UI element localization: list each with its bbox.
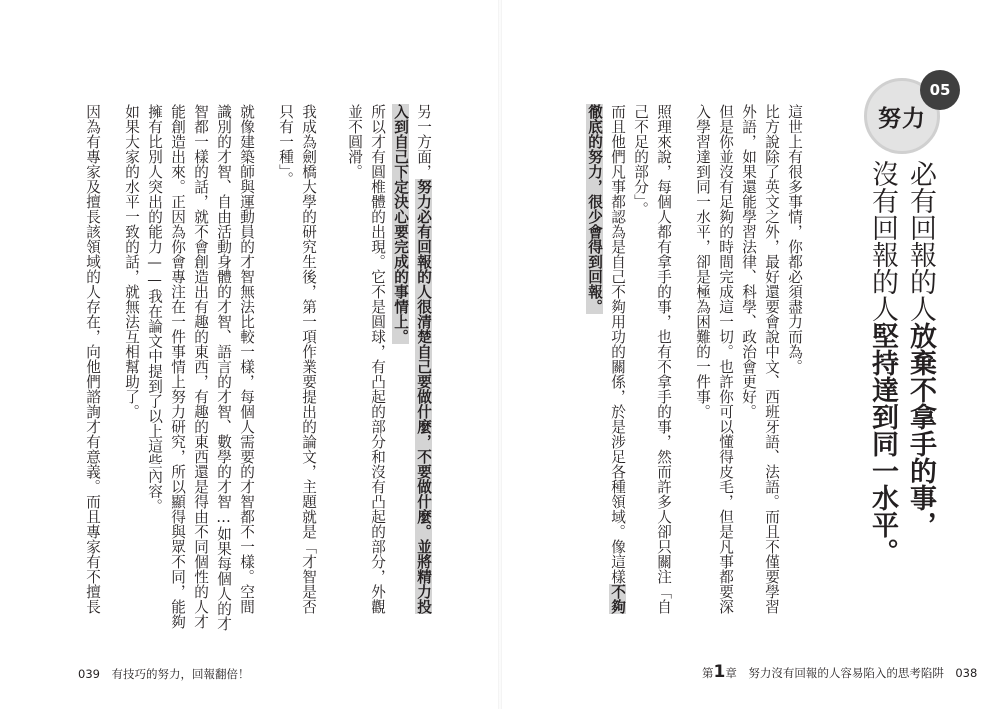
body-line: 因為有專家及擅長該領域的人存在，向他們諮詢才有意義。而且專家有不擅長 xyxy=(84,104,101,614)
body-line: 識別的才智、自由活動身體的才智、語言的才智、數學的才智…如果每個人的才 xyxy=(215,104,232,632)
body-line: 並不圓滑。 xyxy=(346,104,363,179)
heading-line-2: 沒有回報的人堅持達到同一水平。 xyxy=(867,160,898,565)
body-line: 而且他們凡事都認為是自己不夠用功的關係，於是涉足各種領域。像這樣不夠 xyxy=(609,104,626,614)
section-number-badge: 05 xyxy=(920,70,960,110)
body-line: 如果大家的水平一致的話，就無法互相幫助了。 xyxy=(123,104,140,419)
body-line: 能創造出來。正因為你會專注在一件事情上努力研究，所以顯得與眾不同，能夠 xyxy=(169,104,186,629)
footer-left-page: 039 有技巧的努力，回報翻倍！ xyxy=(78,667,250,681)
chapter-number: 1 xyxy=(713,662,726,682)
badge-title: 努力 xyxy=(878,105,926,132)
body-line: 擁有比別人突出的能力——我在論文中提到了以上這些內容。 xyxy=(146,104,163,514)
body-line: 這世上有很多事情，你都必須盡力而為。 xyxy=(786,104,803,374)
body-line: 所以才有圓椎體的出現。它不是圓球，有凸起的部分和沒有凸起的部分，外觀 xyxy=(369,104,386,614)
book-gutter xyxy=(498,0,502,709)
body-line: 比方說除了英文之外，最好還要會說中文、西班牙語、法語。而且不僅要學習 xyxy=(763,104,780,614)
body-line-highlight: 入到自己下定決心要完成的事情上。 xyxy=(392,104,409,344)
body-line: 就像建築師與運動員的才智無法比較一樣，每個人需要的才智都不一樣。空間 xyxy=(238,104,255,614)
body-line: 智都一樣的話，就不會創造出有趣的東西，有趣的東西還是得由不同個性的人才 xyxy=(192,104,209,629)
body-line: 入學習達到同一水平，卻是極為困難的一件事。 xyxy=(694,104,711,419)
footer-right-page: 第1章 努力沒有回報的人容易陷入的思考陷阱 038 xyxy=(702,662,978,682)
body-line: 照理來說，每個人都有拿手的事，也有不拿手的事，然而許多人卻只關注「自 xyxy=(655,104,672,614)
body-line: 另一方面，努力必有回報的人很清楚自己要做什麼，不要做什麼。並將精力投 xyxy=(415,104,432,614)
body-line-highlight: 徹底的努力，很少會得到回報。 xyxy=(586,104,603,314)
body-line: 己不足的部分」。 xyxy=(632,104,649,217)
body-line: 外語，如果還能學習法律、科學、政治會更好。 xyxy=(740,104,757,419)
heading-line-1: 必有回報的人放棄不拿手的事， xyxy=(905,160,936,538)
body-line: 只有一種」。 xyxy=(277,104,294,187)
body-line: 但是你並沒有足夠的時間完成這一切。也許你可以懂得皮毛，但是凡事都要深 xyxy=(717,104,734,614)
body-line: 我成為劍橋大學的研究生後，第一項作業要提出的論文，主題就是「才智是否 xyxy=(300,104,317,614)
